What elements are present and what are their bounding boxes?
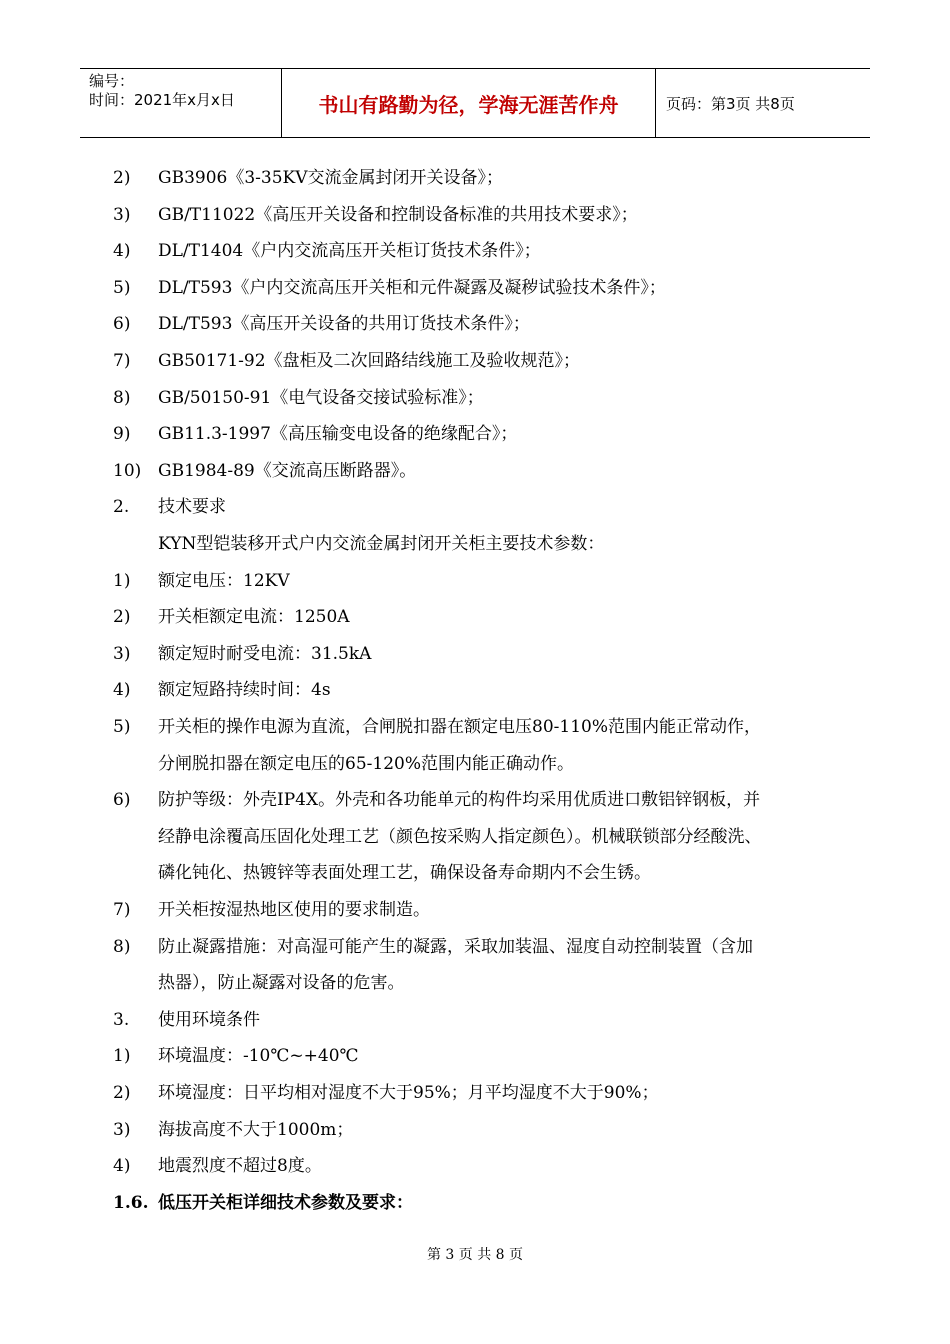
list-item — [0, 1075, 950, 1111]
section-title — [0, 489, 950, 525]
section-title — [0, 1002, 950, 1038]
item-number: 7) — [113, 351, 131, 371]
item-text: 热器），防止凝露对设备的危害。 — [158, 973, 405, 994]
list-item — [0, 1038, 950, 1074]
list-item — [0, 197, 950, 233]
doc-time: 时间：2021年x月x日 — [89, 91, 235, 109]
item-number: 10) — [113, 460, 142, 481]
paragraph-line — [0, 526, 950, 562]
item-text: 地震烈度不超过8度。 — [158, 1156, 322, 1177]
item-number: 3) — [113, 1119, 131, 1140]
list-item-continuation — [0, 965, 950, 1001]
item-text: 开关柜按湿热地区使用的要求制造。 — [158, 900, 430, 920]
list-item — [0, 1148, 950, 1184]
item-text: 防止凝露措施：对高湿可能产生的凝露，采取加装温、湿度自动控制装置（含加 — [158, 936, 753, 957]
item-number: 3. — [113, 1009, 130, 1030]
list-item — [0, 306, 950, 342]
item-number: 3) — [113, 643, 131, 664]
item-number: 7) — [113, 900, 131, 920]
item-text: 分闸脱扣器在额定电压的65-120%范围内能正确动作。 — [158, 753, 574, 774]
item-number: 8) — [113, 936, 131, 957]
item-text: KYN型铠装移开式户内交流金属封闭开关柜主要技术参数： — [158, 534, 605, 554]
list-item — [0, 563, 950, 599]
list-item — [0, 636, 950, 672]
page-footer: 第 3 页 共 8 页 — [426, 1247, 524, 1263]
item-text: 经静电涂覆高压固化处理工艺（颜色按采购人指定颜色）。机械联锁部分经酸洗、 — [158, 826, 762, 847]
item-number: 2) — [113, 168, 131, 188]
list-item — [0, 380, 950, 416]
list-item — [0, 782, 950, 818]
item-text: 使用环境条件 — [158, 1009, 260, 1030]
item-number: 1) — [113, 570, 131, 591]
list-item — [0, 599, 950, 635]
item-number: 9) — [113, 424, 131, 445]
item-number: 2) — [113, 607, 131, 628]
list-item-continuation — [0, 746, 950, 782]
heading-number: 1.6. — [113, 1192, 149, 1213]
item-number: 8) — [113, 387, 131, 408]
item-text: 防护等级：外壳IP4X。外壳和各功能单元的构件均采用优质进口敷铝锌钢板，并 — [158, 790, 761, 811]
item-text: DL/T1404《户内交流高压开关柜订货技术条件》； — [158, 241, 541, 262]
item-number: 5) — [113, 277, 131, 298]
list-item — [0, 270, 950, 306]
list-item-continuation — [0, 819, 950, 855]
list-item — [0, 672, 950, 708]
item-text: GB3906《3-35KV交流金属封闭开关设备》； — [158, 168, 504, 188]
item-text: 技术要求 — [158, 497, 226, 518]
item-number: 1) — [113, 1046, 131, 1067]
item-number: 5) — [113, 717, 131, 737]
item-text: GB50171-92《盘柜及二次回路结线施工及验收规范》； — [158, 351, 581, 371]
item-number: 4) — [113, 1156, 131, 1177]
item-text: GB11.3-1997《高压输变电设备的绝缘配合》； — [158, 424, 518, 445]
item-text: GB/T11022《高压开关设备和控制设备标准的共用技术要求》； — [158, 204, 638, 225]
item-text: 额定短路持续时间：4s — [158, 680, 331, 701]
list-item-continuation — [0, 855, 950, 891]
list-item — [0, 343, 950, 379]
list-item — [0, 929, 950, 965]
list-item — [0, 416, 950, 452]
list-item — [0, 1112, 950, 1148]
item-text: 开关柜额定电流：1250A — [158, 607, 350, 628]
item-text: GB/50150-91《电气设备交接试验标准》； — [158, 387, 484, 408]
header-motto: 书山有路勤为径，学海无涯苦作舟 — [282, 69, 656, 137]
doc-number-label: 编号： — [89, 72, 135, 90]
item-text: DL/T593《户内交流高压开关柜和元件凝露及凝秽试验技术条件》； — [158, 277, 666, 298]
item-text: GB1984-89《交流高压断路器》。 — [158, 460, 417, 481]
page-header — [80, 68, 870, 138]
item-number: 2) — [113, 1083, 131, 1103]
heading-text: 低压开关柜详细技术参数及要求： — [158, 1192, 413, 1213]
item-text: 额定电压：12KV — [158, 570, 290, 591]
item-text: 开关柜的操作电源为直流，合闸脱扣器在额定电压80-110%范围内能正常动作， — [158, 717, 761, 737]
item-text: 环境温度：-10℃~+40℃ — [158, 1046, 359, 1067]
item-number: 4) — [113, 241, 131, 262]
item-number: 4) — [113, 680, 131, 701]
list-item — [0, 892, 950, 928]
item-number: 3) — [113, 204, 131, 225]
list-item — [0, 709, 950, 745]
list-item — [0, 233, 950, 269]
item-text: 环境湿度：日平均相对湿度不大于95%；月平均湿度不大于90%； — [158, 1083, 659, 1103]
item-number: 6) — [113, 790, 131, 811]
header-left-cell — [80, 69, 282, 137]
item-number: 2. — [113, 497, 130, 518]
header-page-number: 页码：第3页 共8页 — [666, 94, 795, 113]
section-heading — [0, 1185, 950, 1221]
item-text: 额定短时耐受电流：31.5kA — [158, 643, 372, 664]
list-item — [0, 453, 950, 489]
list-item — [0, 160, 950, 196]
item-text: 磷化钝化、热镀锌等表面处理工艺，确保设备寿命期内不会生锈。 — [158, 863, 651, 884]
item-text: 海拔高度不大于1000m； — [158, 1119, 354, 1140]
item-text: DL/T593《高压开关设备的共用订货技术条件》； — [158, 314, 530, 335]
item-number: 6) — [113, 314, 131, 335]
